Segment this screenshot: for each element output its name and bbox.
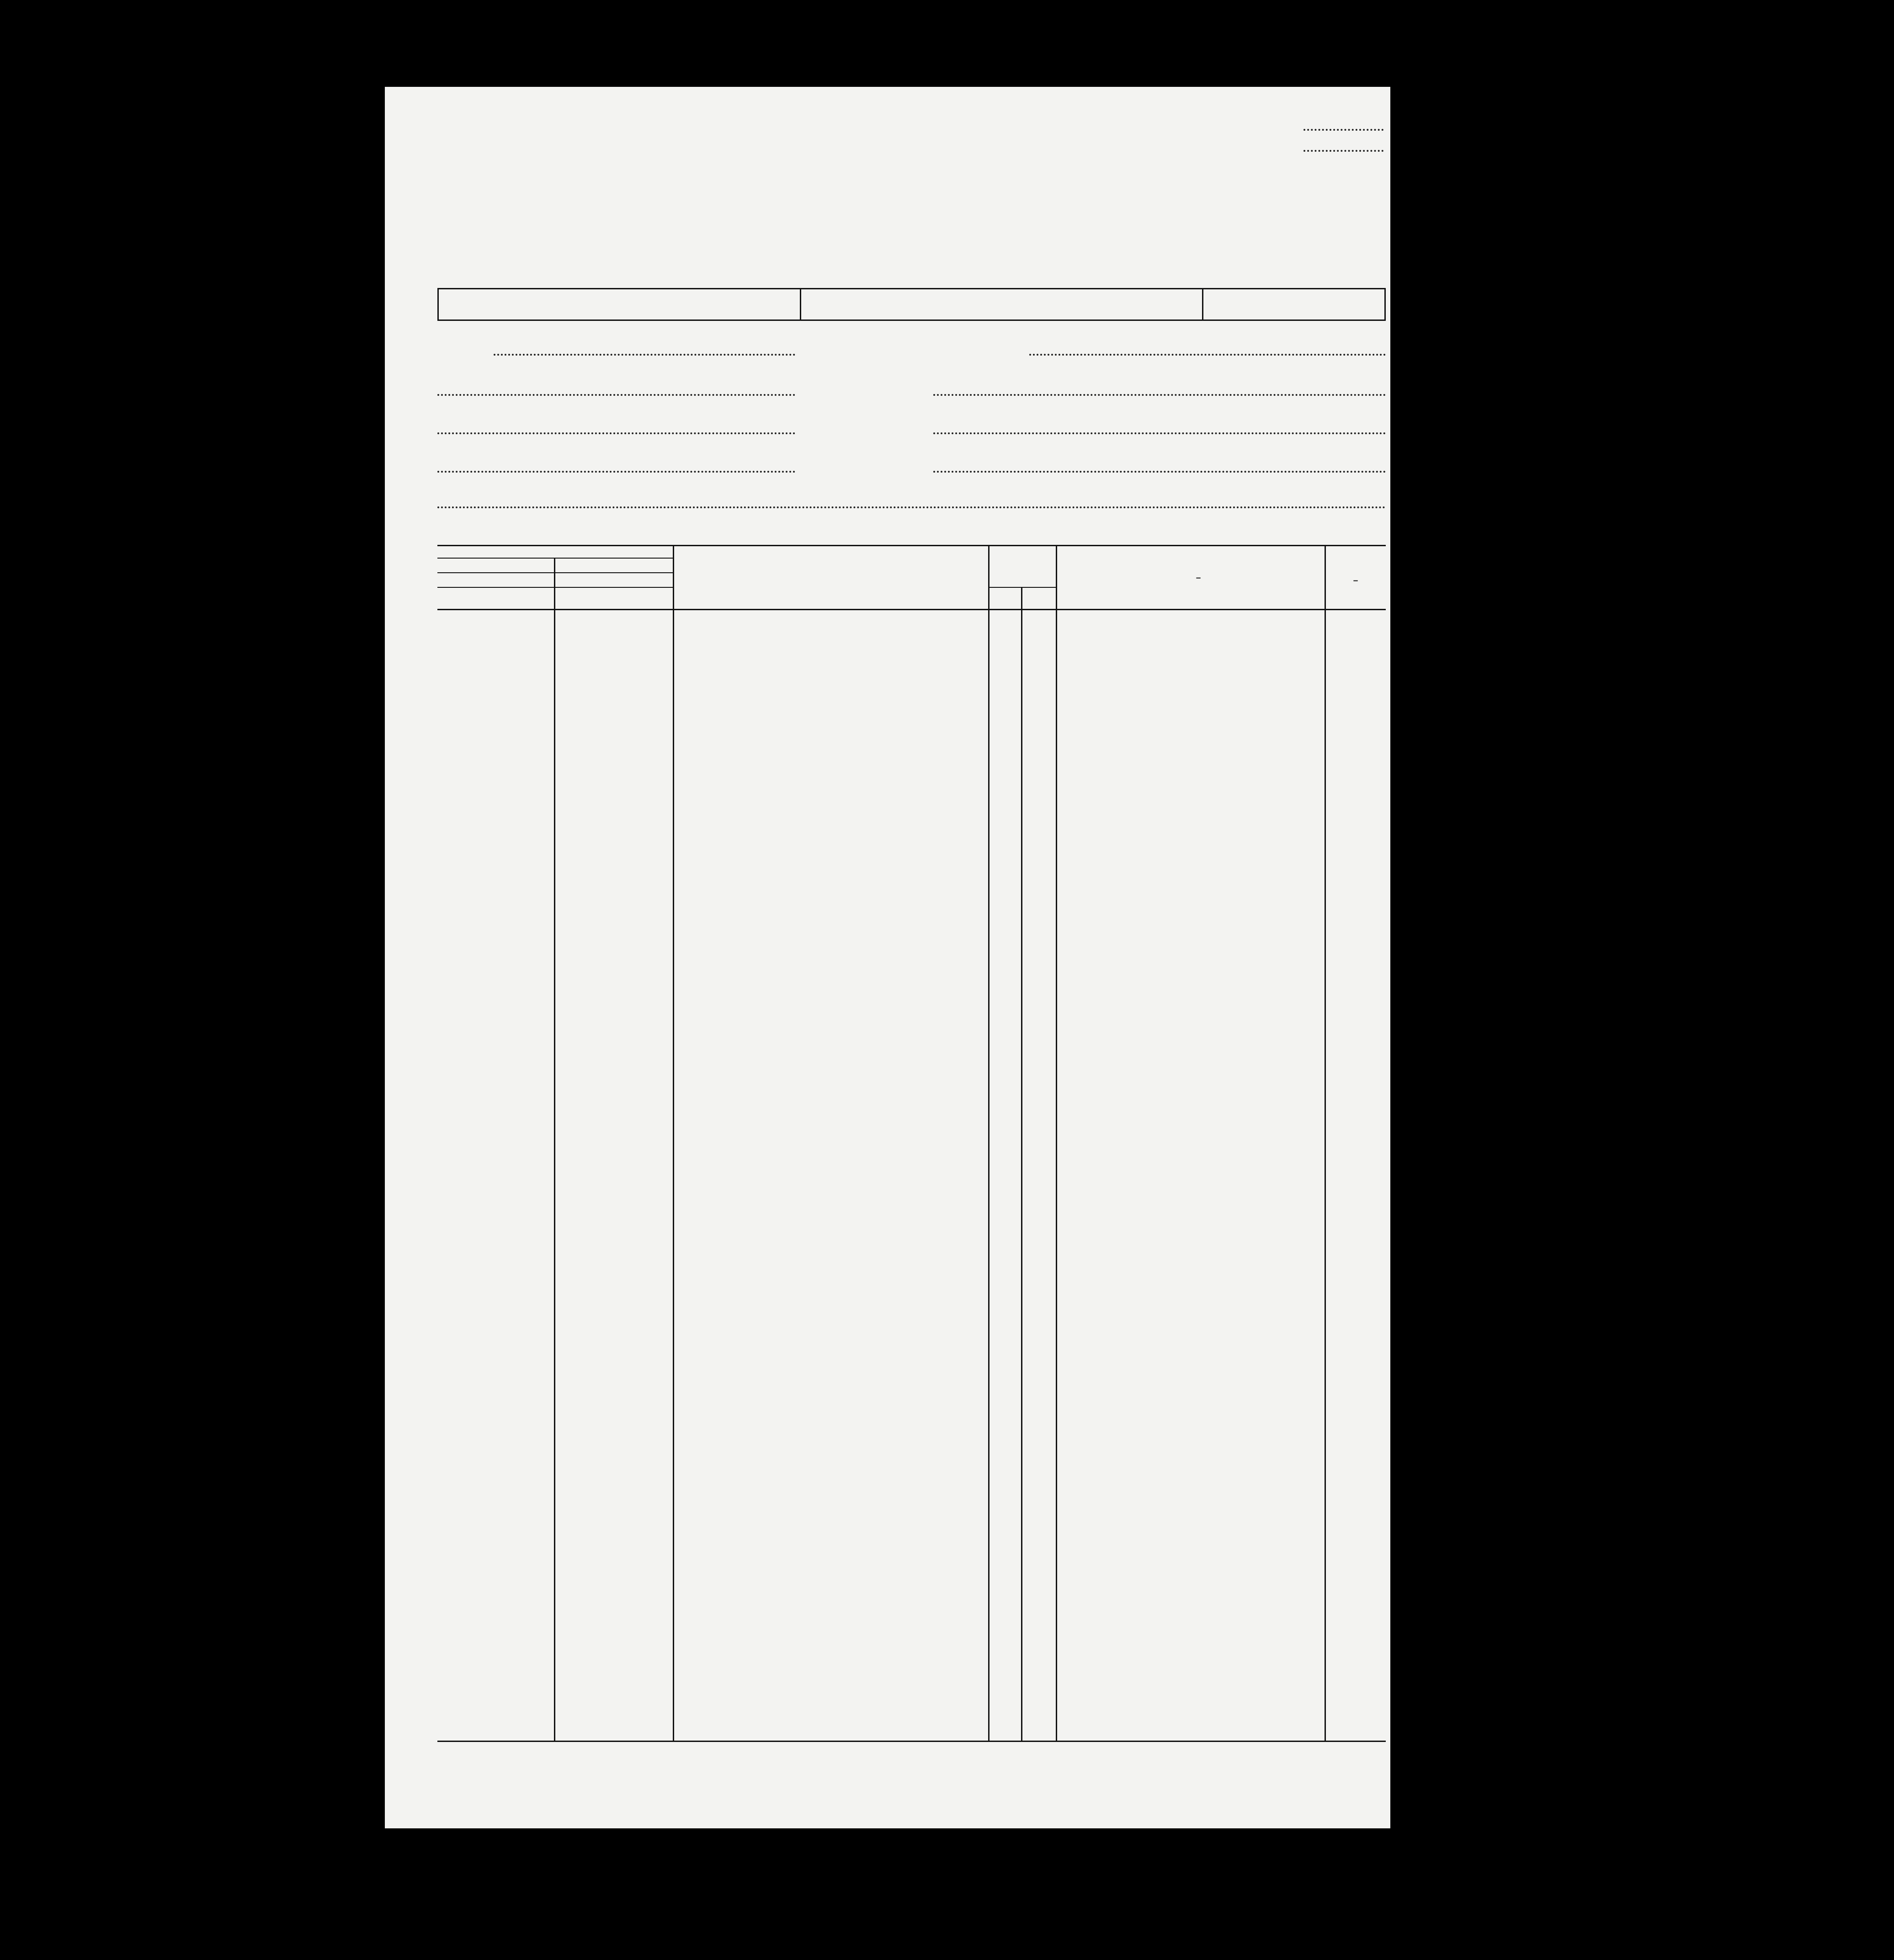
comprenant-dots-2 — [933, 394, 1386, 396]
page-dotted-line — [1303, 129, 1383, 131]
col-rule-occupation — [1325, 545, 1326, 1742]
comprising-dots-1 — [494, 354, 795, 356]
col-rule-apartment — [673, 545, 674, 1742]
comprenant-dots-4 — [933, 471, 1386, 473]
comprising-dots-5 — [437, 506, 1386, 508]
th-occupation-dash: – — [1196, 573, 1201, 583]
header-top-rule — [437, 545, 1386, 546]
col-rule-name — [988, 545, 990, 1742]
comprenant-dots-3 — [933, 432, 1386, 434]
col-rule-sex — [1021, 587, 1022, 1742]
comprising-dots-2 — [437, 394, 795, 396]
comprising-dots-3 — [437, 432, 795, 434]
header-bottom-rule — [437, 609, 1386, 610]
district-box — [437, 288, 1386, 321]
table-bottom-rule — [437, 1741, 1386, 1742]
col-rule-street — [554, 558, 555, 1742]
comprising-dots-4 — [437, 471, 795, 473]
col-rule-sexe — [1056, 545, 1057, 1742]
district-divider-2 — [1202, 289, 1203, 320]
scanned-form-page — [385, 87, 1390, 1828]
header-rule-sex — [988, 587, 1057, 588]
comprenant-dots-1 — [1029, 354, 1386, 356]
district-divider-1 — [800, 289, 801, 320]
th-consecutive-dash: – — [1353, 576, 1358, 586]
of-dotted-line — [1303, 150, 1383, 152]
